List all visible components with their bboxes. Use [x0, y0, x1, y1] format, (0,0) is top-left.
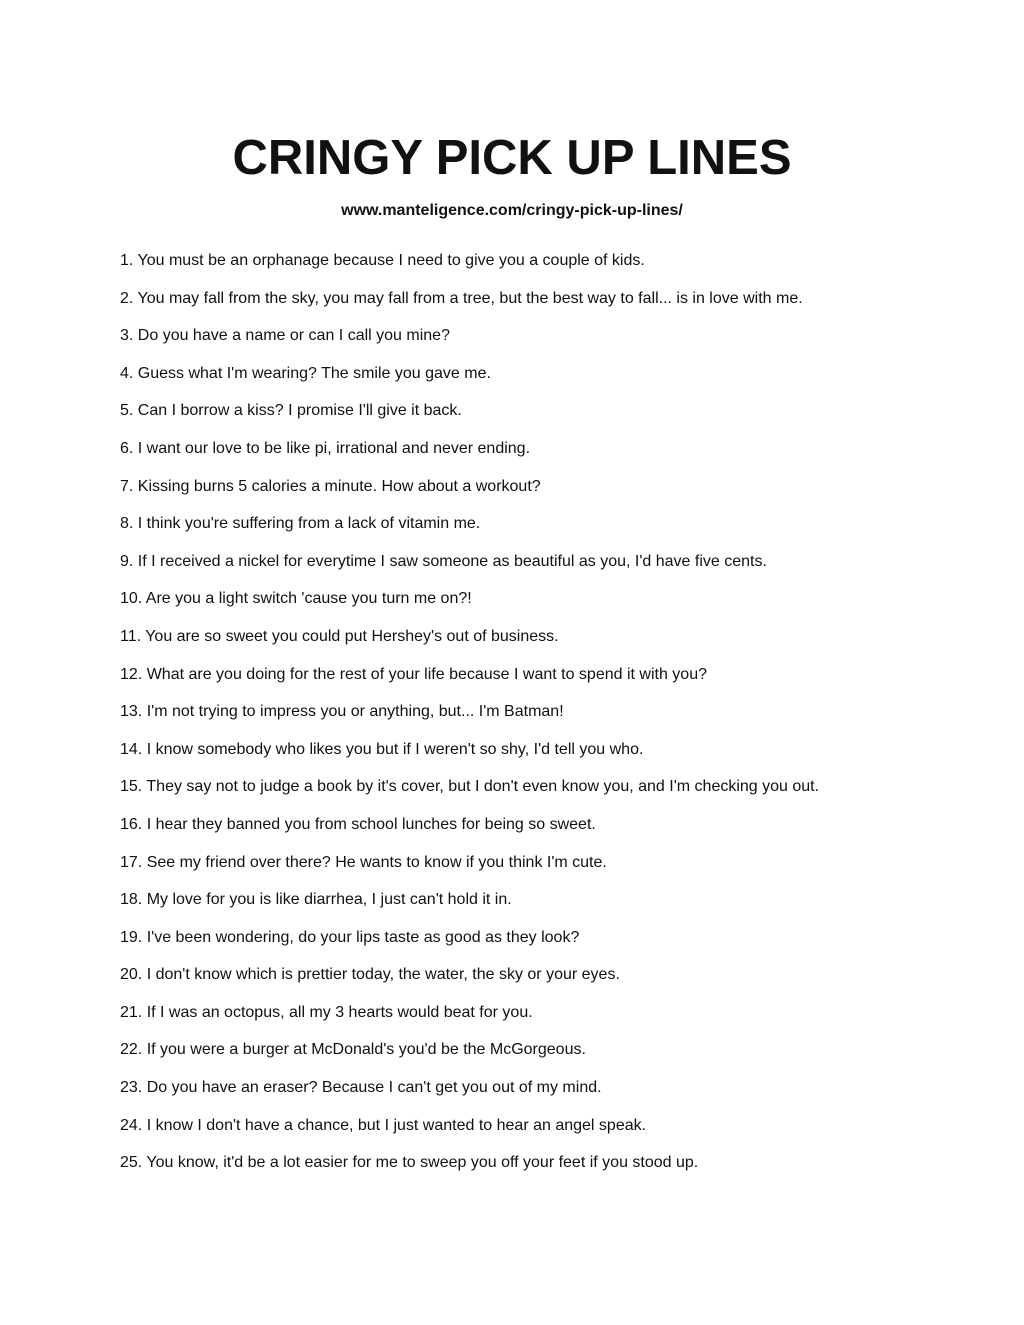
list-item: 20. I don't know which is prettier today, the water, the sky or your eyes. — [120, 966, 620, 984]
list-item: 4. Guess what I'm wearing? The smile you gave me. — [120, 364, 491, 382]
list-item: 21. If I was an octopus, all my 3 hearts would beat for you. — [120, 1003, 533, 1021]
list-item: 12. What are you doing for the rest of your life because I want to spend it with you? — [120, 665, 707, 683]
source-url: www.manteligence.com/cringy-pick-up-lines/ — [341, 202, 683, 219]
list-item: 23. Do you have an eraser? Because I can't get you out of my mind. — [120, 1079, 602, 1097]
list-item: 8. I think you're suffering from a lack of vitamin me. — [120, 515, 481, 533]
page-title: CRINGY PICK UP LINES — [232, 131, 792, 185]
list-item: 1. You must be an orphanage because I need to give you a couple of kids. — [120, 252, 645, 269]
list-item: 13. I'm not trying to impress you or anything, but... I'm Batman! — [120, 703, 564, 721]
list-item: 22. If you were a burger at McDonald's you'd be the McGorgeous. — [120, 1041, 586, 1059]
list-item: 25. You know, it'd be a lot easier for me to sweep you off your feet if you stood up. — [120, 1154, 699, 1172]
list-item: 15. They say not to judge a book by it's cover, but I don't even know you, and I'm checking you out. — [120, 778, 820, 796]
list-item: 14. I know somebody who likes you but if I weren't so shy, I'd tell you who. — [120, 740, 644, 758]
list-item: 10. Are you a light switch 'cause you turn me on?! — [120, 590, 472, 608]
list-item: 7. Kissing burns 5 calories a minute. How about a workout? — [120, 477, 541, 495]
list-item: 19. I've been wondering, do your lips taste as good as they look? — [120, 928, 580, 946]
list-item: 17. See my friend over there? He wants to know if you think I'm cute. — [120, 853, 607, 871]
pick-up-lines-list — [120, 249, 1000, 1189]
list-item: 6. I want our love to be like pi, irrational and never ending. — [120, 439, 531, 457]
list-item: 2. You may fall from the sky, you may fall from a tree, but the best way to fall... is in love with me. — [120, 289, 803, 307]
list-item: 3. Do you have a name or can I call you mine? — [120, 327, 450, 345]
list-item: 5. Can I borrow a kiss? I promise I'll give it back. — [120, 402, 462, 420]
list-item: 24. I know I don't have a chance, but I just wanted to hear an angel speak. — [120, 1116, 647, 1134]
list-item: 16. I hear they banned you from school lunches for being so sweet. — [120, 815, 596, 833]
list-item: 18. My love for you is like diarrhea, I just can't hold it in. — [120, 891, 512, 909]
list-item: 9. If I received a nickel for everytime I saw someone as beautiful as you, I'd have five cents. — [120, 552, 767, 570]
list-item: 11. You are so sweet you could put Hershey's out of business. — [120, 627, 559, 645]
